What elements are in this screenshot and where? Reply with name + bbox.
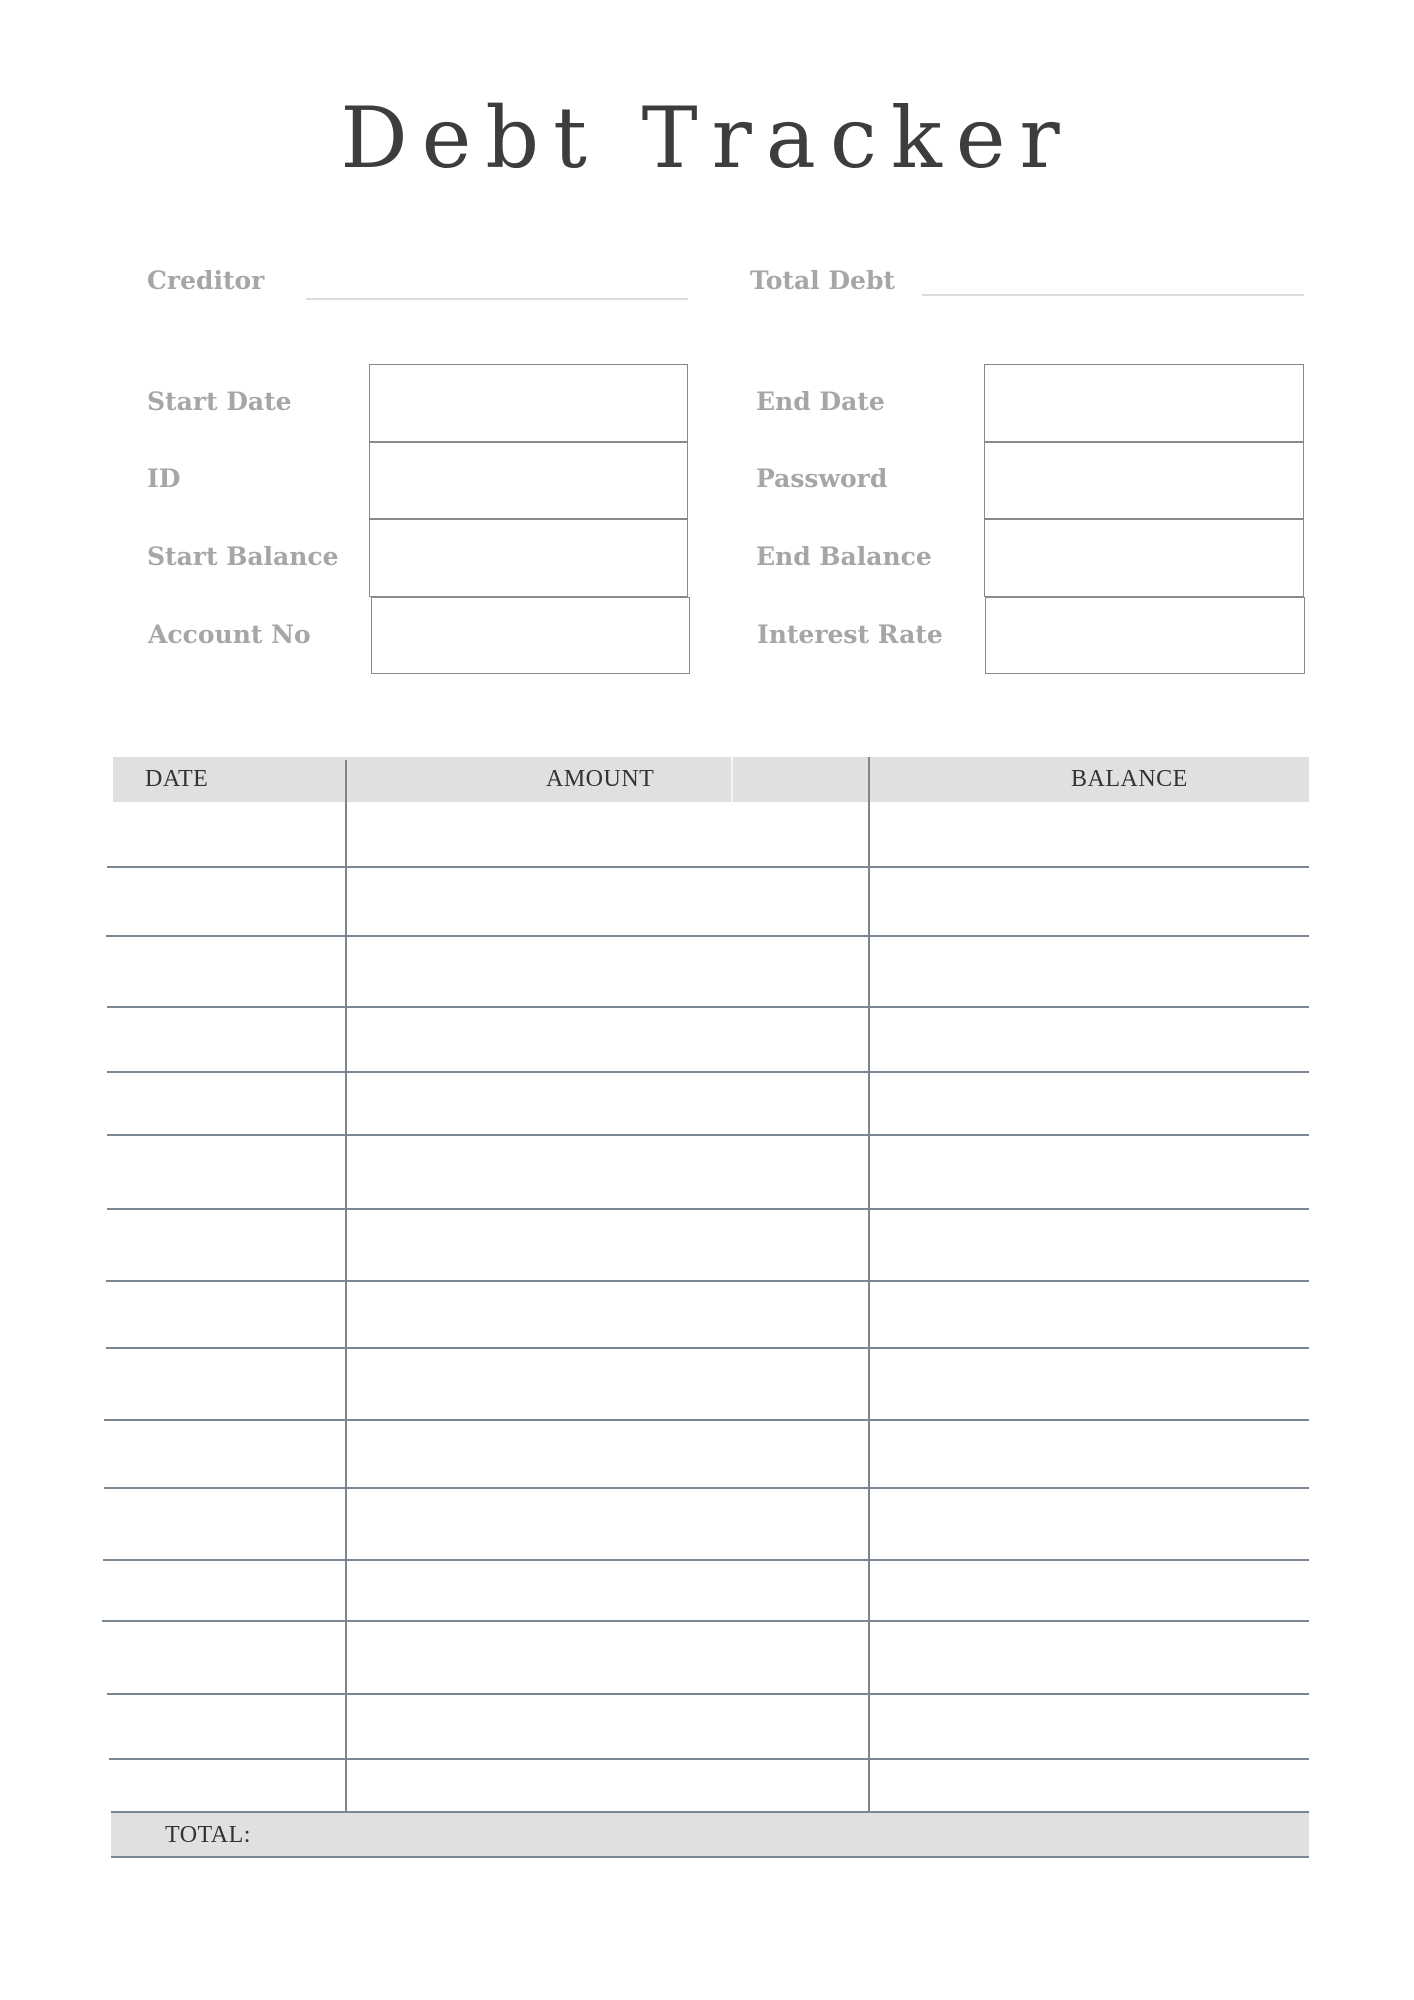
row-rule <box>107 866 1309 868</box>
row-rule <box>106 1347 1309 1349</box>
column-header-balance: BALANCE <box>1071 766 1188 792</box>
row-rule <box>104 1419 1309 1421</box>
total-amount-cell[interactable] <box>347 1813 868 1856</box>
row-rule <box>106 1280 1309 1282</box>
password-field[interactable] <box>984 442 1304 519</box>
account-no-label: Account No <box>148 620 311 649</box>
total-balance-cell[interactable] <box>870 1813 1309 1856</box>
id-label: ID <box>147 464 181 493</box>
row-rule <box>106 935 1309 937</box>
row-rule <box>107 1208 1309 1210</box>
row-rule <box>109 1758 1309 1760</box>
date-cell[interactable] <box>113 802 345 866</box>
account-no-field[interactable] <box>371 597 690 674</box>
total-bottom-rule <box>111 1856 1309 1858</box>
end-date-label: End Date <box>756 387 885 416</box>
header-divider <box>731 757 733 802</box>
amount-cell[interactable] <box>347 802 868 866</box>
total-debt-label: Total Debt <box>750 266 895 295</box>
total-debt-input-line[interactable] <box>922 294 1304 296</box>
row-rule <box>104 1487 1309 1489</box>
start-date-label: Start Date <box>147 387 292 416</box>
column-header-amount: AMOUNT <box>546 766 655 792</box>
row-rule <box>102 1620 1309 1622</box>
password-label: Password <box>756 464 888 493</box>
row-rule <box>107 1693 1309 1695</box>
id-field[interactable] <box>369 442 688 519</box>
end-balance-label: End Balance <box>756 542 932 571</box>
creditor-label: Creditor <box>147 266 265 295</box>
row-rule <box>107 1134 1309 1136</box>
end-date-field[interactable] <box>984 364 1304 442</box>
row-rule <box>103 1559 1309 1561</box>
column-divider-amount-balance <box>868 757 870 1857</box>
start-date-field[interactable] <box>369 364 688 442</box>
start-balance-field[interactable] <box>369 519 688 597</box>
interest-rate-field[interactable] <box>985 597 1305 674</box>
end-balance-field[interactable] <box>984 519 1304 597</box>
row-rule <box>107 1071 1309 1073</box>
page-title: Debt Tracker <box>340 89 1074 187</box>
balance-cell[interactable] <box>870 802 1309 866</box>
total-label: TOTAL: <box>165 1822 251 1848</box>
interest-rate-label: Interest Rate <box>757 620 943 649</box>
row-rule <box>107 1006 1309 1008</box>
creditor-input-line[interactable] <box>306 298 688 300</box>
start-balance-label: Start Balance <box>147 542 339 571</box>
column-header-date: DATE <box>145 766 209 792</box>
